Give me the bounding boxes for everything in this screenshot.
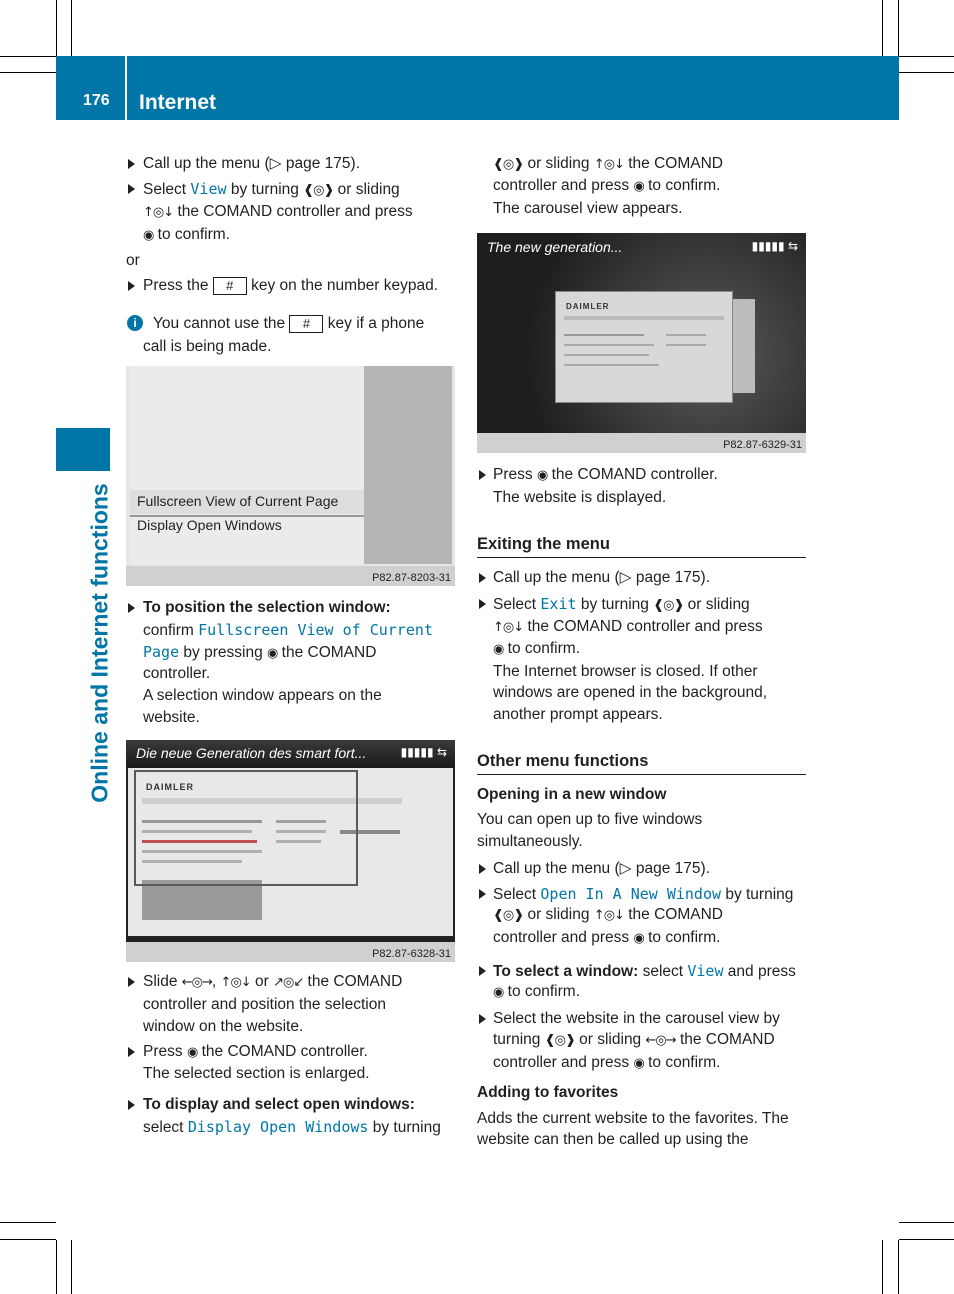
step-position-line5: A selection window appears on the (143, 687, 382, 704)
step-select-open-new-line3: controller and press ◉ to confirm. (493, 929, 721, 946)
carousel-page[interactable]: DAIMLER (555, 291, 733, 403)
step-position-line2: confirm Fullscreen View of Current (143, 621, 433, 639)
controller-press-icon: ◉ (493, 642, 504, 657)
bullet-arrow (479, 573, 486, 583)
menu-item-display-open-windows[interactable]: Display Open Windows (137, 517, 282, 533)
crop-mark (899, 72, 954, 73)
heading-rule (477, 774, 806, 775)
step-press-hash: Press the # key on the number keypad. (143, 277, 439, 294)
bullet-arrow (479, 599, 486, 609)
step-open-windows-line2: select Display Open Windows by turning (143, 1118, 441, 1136)
screenshot-menu (126, 366, 455, 586)
bullet-arrow (128, 1100, 135, 1110)
page-title: Internet (139, 91, 217, 114)
selection-window[interactable] (134, 770, 358, 886)
crop-mark (898, 0, 899, 56)
step-press-display-line2: The website is displayed. (493, 489, 667, 506)
info-note: You cannot use the # key if a phone (153, 315, 425, 332)
step-press-enlarge: Press ◉ the COMAND controller. (143, 1043, 368, 1060)
bullet-arrow (128, 1047, 135, 1057)
step-select-exit: Select Exit by turning ❰◎❱ or sliding (493, 595, 750, 613)
bullet-arrow (128, 977, 135, 987)
controller-turn-icon: ❰◎❱ (653, 598, 684, 613)
controller-press-icon: ◉ (633, 179, 644, 194)
step-select-view: Select View by turning ❰◎❱ or sliding (143, 180, 400, 198)
para-favorites-line2: website can then be called up using the (477, 1131, 749, 1148)
controller-slide-icon: ↑◎↓ (593, 908, 624, 923)
bullet-arrow (479, 889, 486, 899)
controller-slide-icon: ↑◎↓ (220, 975, 251, 990)
controller-slide-icon: ←◎→ (181, 975, 212, 990)
step-carousel-select-line2: turning ❰◎❱ or sliding ←◎→ the COMAND (493, 1031, 775, 1048)
bullet-arrow (479, 966, 486, 976)
bullet-arrow (128, 184, 135, 194)
bullet-arrow (479, 470, 486, 480)
bullet-arrow (479, 1014, 486, 1024)
step-position-line6: website. (143, 709, 200, 726)
subheading-new-window: Opening in a new window (477, 786, 667, 803)
controller-diagonal-icon: ↗◎↙ (273, 975, 304, 990)
website-content: DAIMLER (128, 768, 453, 936)
controller-press-icon: ◉ (186, 1045, 198, 1060)
controller-slide-icon: ↑◎↓ (493, 620, 524, 635)
screenshot-carousel: The new generation... ▮▮▮▮▮ ⇆ DAIMLER P82.87-6329-31 (477, 233, 806, 453)
step-slide-line2: controller and position the selection (143, 996, 386, 1013)
step-slide: Slide ←◎→, ↑◎↓ or ↗◎↙ the COMAND (143, 973, 403, 990)
controller-slide-icon: ←◎→ (645, 1033, 676, 1048)
step-select-exit-line3: ◉ to confirm. (493, 640, 581, 657)
crop-mark (71, 1240, 72, 1294)
step-select-window: To select a window: select View and press (493, 962, 796, 980)
bullet-arrow (128, 159, 135, 169)
heading-other-menu-functions: Other menu functions (477, 752, 649, 770)
crop-mark (0, 72, 56, 73)
step-position-line3: Page by pressing ◉ the COMAND (143, 643, 377, 661)
info-icon: i (127, 315, 143, 331)
crop-mark (899, 1239, 954, 1240)
step-open-windows-title: To display and select open windows: (143, 1096, 415, 1113)
step-carousel-select: Select the website in the carousel view by (493, 1010, 780, 1027)
step-select-exit-line4: The Internet browser is closed. If other (493, 663, 758, 680)
controller-slide-icon: ↑◎↓ (143, 205, 174, 220)
step-position-line4: controller. (143, 665, 211, 682)
screenshot-selection-window (126, 740, 455, 962)
controller-press-icon: ◉ (536, 468, 548, 483)
crop-mark (0, 56, 56, 57)
figure-caption: P82.87-6328-31 (372, 948, 451, 960)
step-select-view-line2: ↑◎↓ the COMAND controller and press (143, 203, 413, 220)
signal-icon: ▮▮▮▮▮ ⇆ (751, 239, 798, 253)
menu-item-fullscreen[interactable]: Fullscreen View of Current Page (130, 490, 364, 514)
para-favorites-line1: Adds the current website to the favorites. The (477, 1110, 789, 1127)
step-position-title: To position the selection window: (143, 599, 391, 616)
step-press-enlarge-line2: The selected section is enlarged. (143, 1065, 370, 1082)
browser-title-bar: Die neue Generation des smart fort... ▮▮▮▮▮ ⇆ (126, 740, 455, 768)
chapter-title: Online and Internet functions (86, 483, 113, 803)
crop-mark (898, 1240, 899, 1294)
figure-caption: P82.87-8203-31 (372, 572, 451, 584)
page-header (56, 56, 899, 120)
step-select-exit-line5: windows are opened in the background, (493, 684, 768, 701)
step-call-up-menu-exit: Call up the menu (▷ page 175). (493, 569, 711, 586)
crop-mark (882, 0, 883, 56)
crop-mark (882, 1240, 883, 1294)
crop-mark (71, 0, 72, 56)
step-select-exit-line2: ↑◎↓ the COMAND controller and press (493, 618, 763, 635)
controller-press-icon: ◉ (493, 985, 504, 1000)
controller-turn-icon: ❰◎❱ (493, 157, 524, 172)
carousel-page-side[interactable] (733, 299, 755, 393)
hash-key-icon: # (213, 277, 247, 295)
subheading-favorites: Adding to favorites (477, 1084, 619, 1101)
step-call-up-menu-new: Call up the menu (▷ page 175). (493, 860, 711, 877)
bullet-arrow (128, 603, 135, 613)
crop-mark (899, 56, 954, 57)
heading-exiting-menu: Exiting the menu (477, 535, 610, 553)
crop-mark (899, 1222, 954, 1223)
step-select-open-new: Select Open In A New Window by turning (493, 885, 794, 903)
bullet-arrow (128, 281, 135, 291)
hash-key-icon: # (289, 315, 323, 333)
bullet-arrow (479, 864, 486, 874)
chapter-tab (56, 428, 110, 471)
step-carousel-select-line3: controller and press ◉ to confirm. (493, 1054, 721, 1071)
header-divider (125, 56, 127, 120)
crop-mark (56, 1240, 57, 1294)
step-select-open-new-line2: ❰◎❱ or sliding ↑◎↓ the COMAND (493, 906, 723, 923)
or-label: or (126, 252, 140, 269)
crop-mark (0, 1222, 56, 1223)
step-select-window-line2: ◉ to confirm. (493, 983, 581, 1000)
controller-slide-icon: ↑◎↓ (593, 157, 624, 172)
step-slide-line3: window on the website. (143, 1018, 304, 1035)
controller-press-icon: ◉ (633, 1056, 644, 1071)
continued-line3: The carousel view appears. (493, 200, 683, 217)
controller-press-icon: ◉ (633, 931, 644, 946)
heading-rule (477, 557, 806, 558)
controller-press-icon: ◉ (143, 228, 154, 243)
right-panel (364, 366, 452, 564)
info-note-line2: call is being made. (143, 338, 272, 355)
para-new-window-line1: You can open up to five windows (477, 811, 703, 828)
controller-turn-icon: ❰◎❱ (303, 183, 334, 198)
controller-turn-icon: ❰◎❱ (493, 908, 524, 923)
step-press-display: Press ◉ the COMAND controller. (493, 466, 718, 483)
controller-press-icon: ◉ (267, 646, 278, 661)
step-call-up-menu: Call up the menu (▷ page 175). (143, 155, 361, 172)
crop-mark (0, 1239, 56, 1240)
signal-icon: ▮▮▮▮▮ ⇆ (400, 745, 447, 759)
step-select-view-line3: ◉ to confirm. (143, 226, 231, 243)
step-select-exit-line6: another prompt appears. (493, 706, 663, 723)
page-number: 176 (83, 92, 110, 109)
continued-line2: controller and press ◉ to confirm. (493, 177, 721, 194)
crop-mark (56, 0, 57, 56)
continued-line1: ❰◎❱ or sliding ↑◎↓ the COMAND (493, 155, 723, 172)
controller-turn-icon: ❰◎❱ (544, 1033, 575, 1048)
para-new-window-line2: simultaneously. (477, 833, 583, 850)
figure-caption: P82.87-6329-31 (723, 439, 802, 451)
